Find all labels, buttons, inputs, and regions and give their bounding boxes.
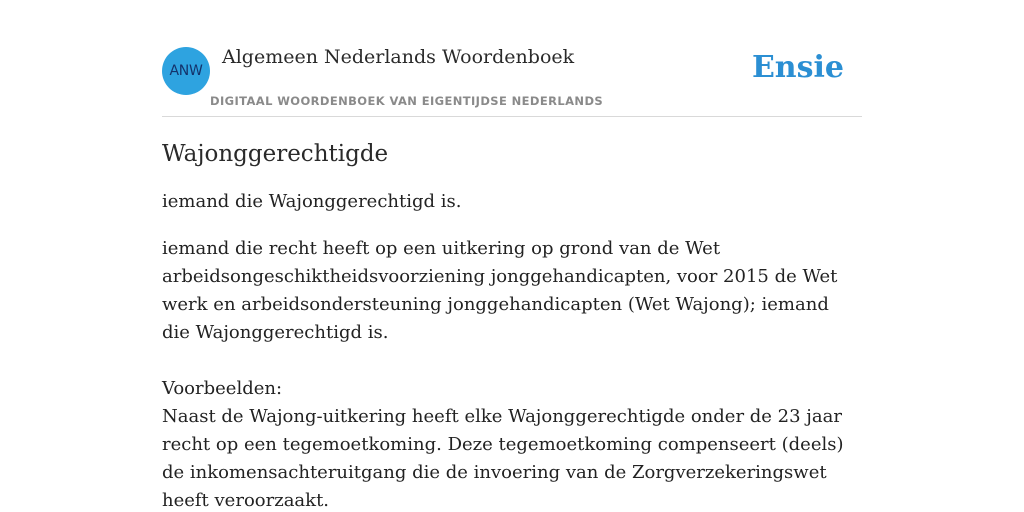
anw-logo[interactable] (162, 47, 210, 95)
logo-text: ANW (169, 63, 203, 79)
short-definition: iemand die Wajonggerechtigd is. (162, 191, 462, 212)
long-definition: iemand die recht heeft op een uitkering op grond van de Wet arbeidsongeschiktheidsvoorziening jonggehandicapten, voor 2015 de Wet werk en arbeidsondersteuning jonggehandicapten (Wet Wajong); iemand die Wajonggerechtigd is. (162, 238, 838, 343)
ensie-brand-link[interactable]: Ensie (751, 50, 844, 85)
site-subtitle: DIGITAAL WOORDENBOEK VAN EIGENTIJDSE NEDERLANDS (210, 94, 604, 108)
examples-label: Voorbeelden: (162, 378, 283, 399)
site-title[interactable]: Algemeen Nederlands Woordenboek (222, 46, 575, 68)
entry-headword: Wajonggerechtigde (162, 141, 389, 167)
examples-section (162, 375, 862, 512)
example-text: Naast de Wajong-uitkering heeft elke Wajonggerechtigde onder de 23 jaar recht op een tegemoetkoming. Deze tegemoetkoming compenseert (deels) de inkomensachteruitgang die de invoering van de Zorgverzekeringswet heeft veroorzaakt. (162, 406, 844, 511)
site-header (162, 0, 862, 117)
entry-content (162, 136, 862, 512)
